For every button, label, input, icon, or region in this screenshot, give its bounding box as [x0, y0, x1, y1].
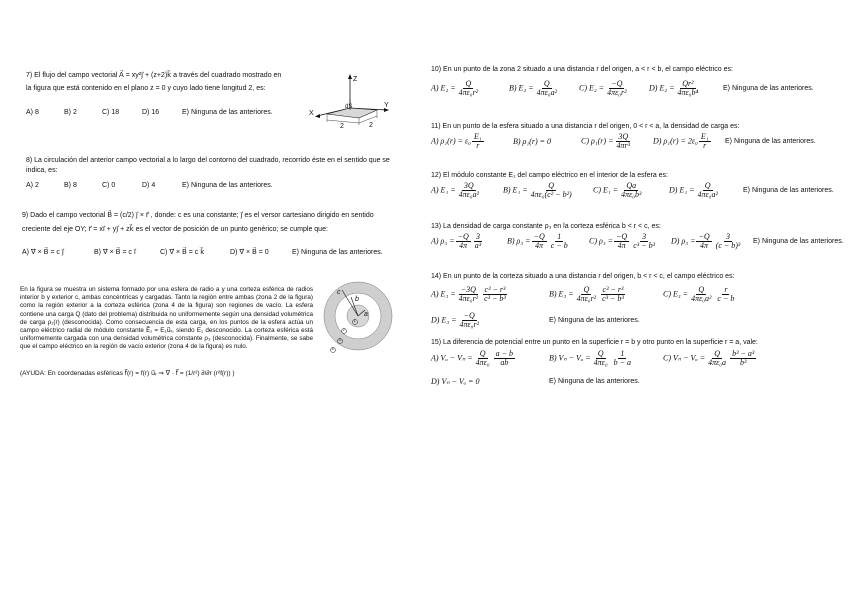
q9-stem-line1: 9) Dado el campo vectorial B⃗ = (c/2) j⃗ × r⃗ , donde: c es una constante; j⃗ es el versor cartesiano dirigido en sentido	[22, 212, 374, 219]
zone-1-label: 1	[353, 318, 356, 323]
problem-statement: En la figura se muestra un sistema formado por una esfera de radio a y una corteza esférica de radios interior b y exterior c, ambas concéntricas y cargadas. Tanto la región entre ambas (zona 2 de la figura) como la región exterior a la corteza esférica (zona 4 de la figura) son regiones de vacío. La esfera contiene una carga Q (dato del problema) distribuida no uniformemente según una densidad volumétrica de carga ρ₁(r) (desconocida). Como consecuencia de esta carga, en los puntos de la esfera actúa un campo eléctrico radial de módulo constante E⃗₁ = E₁u⃗ᵣ, siendo E₁ desconocido. La corteza esférica está uniformemente cargada con una densidad volumétrica constante ρ₃ (desconocida). Finalmente, se sabe que el campo eléctrico en la región de vacío exterior (zona 4 de la figura) es nulo.	[20, 286, 313, 351]
q14-option-a[interactable]: A) E₃ = $\frac{-3Q}{\text{4πε₀r²}}$ $\frac{\text{c³ − r³}}{\text{c³ − b³}}$	[431, 285, 506, 303]
q15-option-a[interactable]: A) Vₐ − Vₙ = $\frac{Q}{\text{4πε₀}}$ $\frac{a - b}{ab}$	[431, 349, 514, 367]
q7-option-c[interactable]: C) 18	[102, 109, 120, 116]
q9-option-e[interactable]: E) Ninguna de las anteriores.	[292, 249, 383, 256]
q15-stem: 15) La diferencia de potencial entre un punto en la superficie r = b y otro punto en la superficie r = a, vale:	[431, 339, 758, 346]
q12-option-b[interactable]: B) E₁ = $\frac{Q}{\text{4πε₀(c² − b²)}}$	[503, 181, 572, 199]
q13-option-c[interactable]: C) ρ₃ = $\frac{-Q}{4\pi}$ $\frac{3}{\text{c³ − b³}}$	[589, 232, 655, 250]
help-note: (AYUDA: En coordenadas esféricas f⃗(r) = f(r) u⃗ᵣ ⇒ ∇⃗ · f⃗ = (1/r²) ∂/∂r (r²f(r)) )	[20, 370, 235, 377]
radius-a-label: a	[364, 311, 368, 318]
q11-stem: 11) En un punto de la esfera situado a una distancia r del origen, 0 < r < a, la densidad de carga es:	[431, 123, 740, 130]
q15-option-e[interactable]: E) Ninguna de las anteriores.	[549, 378, 640, 385]
q14-options-row1	[431, 286, 737, 303]
q10-stem: 10) En un punto de la zona 2 situado a una distancia r del origen, a < r < b, el campo eléctrico es:	[431, 66, 733, 73]
q14-option-b[interactable]: B) E₃ = $\frac{Q}{\text{4πε₀r²}}$ $\frac{\text{c³ − r³}}{\text{c³ − b³}}$	[549, 285, 624, 303]
q7-option-d[interactable]: D) 16	[142, 109, 160, 116]
side-length-label: 2	[369, 122, 373, 129]
q13-option-b[interactable]: B) ρ₃ = $\frac{-Q}{4\pi}$ $\frac{1}{c - b}$	[507, 232, 568, 250]
q14-option-d[interactable]: D) E₃ = $\frac{-Q}{\text{4πε₀r²}}$	[431, 311, 479, 329]
zone-2-label: 2	[342, 327, 345, 332]
q12-option-a[interactable]: A) E₁ = $\frac{3Q}{\text{4πε₀a²}}$	[431, 181, 479, 199]
q11-options	[431, 133, 816, 150]
q7-stem-line1: 7) El flujo del campo vectorial A⃗ = xy²j⃗ + (z+2)k⃗ a través del cuadrado mostrado en	[26, 72, 282, 79]
q12-option-e[interactable]: E) Ninguna de las anteriores.	[743, 187, 834, 194]
q10-option-c[interactable]: C) E₂ = $\frac{-Q}{\text{4πε₀r²}}$	[579, 79, 627, 97]
q13-option-e[interactable]: E) Ninguna de las anteriores.	[753, 238, 844, 245]
q9-option-d[interactable]: D) ∇⃗ × B⃗ = 0	[230, 249, 269, 256]
square-figure	[305, 72, 395, 134]
q13-option-d[interactable]: D) ρ₃ = $\frac{-Q}{4\pi}$ $\frac{3}{\text{(c − b)³}}$	[671, 232, 741, 250]
q9-stem-line2: creciente del eje OY; r⃗ = xi⃗ + yj⃗ + zk⃗ es el vector de posición de un punto genérico; se cumple que:	[22, 226, 328, 233]
q8-stem-line2: indica, es:	[26, 167, 58, 174]
q15-options-row2	[431, 377, 640, 386]
q9-option-b[interactable]: B) ∇⃗ × B⃗ = c i⃗	[94, 249, 136, 256]
q11-option-d[interactable]: D) ρ₁(r) = 2ε₀ $\frac{\text{E₁}}{r}$	[653, 132, 709, 150]
q8-option-a[interactable]: A) 2	[26, 182, 39, 189]
radius-c-label: c	[337, 289, 341, 296]
q7-option-b[interactable]: B) 2	[64, 109, 77, 116]
q7-options	[26, 109, 296, 118]
q10-option-a[interactable]: A) E₂ = $\frac{Q}{\text{4πε₀r²}}$	[431, 79, 479, 97]
q15-option-b[interactable]: B) Vₙ − Vₐ = $\frac{Q}{\text{4πε₀}}$ $\frac{1}{b - a}$	[549, 349, 632, 367]
q12-stem: 12) El módulo constante E₁ del campo eléctrico en el interior de la esfera es:	[431, 172, 668, 179]
q11-option-c[interactable]: C) ρ₁(r) = $\frac{3Q}{\text{4πr³}}$	[581, 132, 630, 150]
q14-options-row2	[431, 312, 640, 329]
y-axis-label: Y	[384, 102, 389, 109]
q8-option-d[interactable]: D) 4	[142, 182, 156, 189]
q8-options	[26, 182, 273, 191]
radius-b-label: b	[355, 296, 359, 303]
q8-option-e[interactable]: E) Ninguna de las anteriores.	[182, 182, 273, 189]
q8-stem-line1: 8) La circulación del anterior campo vectorial a lo largo del contorno del cuadrado, recorrido éste en el sentido que se	[26, 157, 390, 164]
q9-option-a[interactable]: A) ∇⃗ × B⃗ = c j⃗	[22, 249, 64, 256]
q11-option-e[interactable]: E) Ninguna de las anteriores.	[725, 138, 816, 145]
q8-option-b[interactable]: B) 8	[64, 182, 77, 189]
q10-option-b[interactable]: B) E₂ = $\frac{Q}{\text{4πε₀a²}}$	[509, 79, 557, 97]
q15-options-row1	[431, 350, 757, 367]
q7-stem-line2: la figura que está contenido en el plano z = 0 y cuyo lado tiene longitud 2, es:	[26, 85, 266, 92]
sphere-figure	[318, 278, 398, 358]
q10-option-e[interactable]: E) Ninguna de las anteriores.	[723, 85, 814, 92]
q10-option-d[interactable]: D) E₂ = $\frac{\text{Qr²}}{\text{4πε₀b⁴}}$	[649, 79, 699, 97]
q12-option-d[interactable]: D) E₁ = $\frac{Q}{\text{4πε₀a²}}$	[669, 181, 718, 199]
q15-option-c[interactable]: C) Vₙ − Vₐ = $\frac{Q}{\text{4πε₀a}}$ $\frac{\text{b³ − a³}}{\text{b³}}$	[663, 349, 755, 367]
q13-stem: 13) La densidad de carga constante ρ₃ en la corteza esférica b < r < c, es:	[431, 223, 661, 230]
q10-options	[431, 80, 814, 97]
q12-options	[431, 182, 834, 199]
side-length-label: 2	[340, 123, 344, 130]
q13-option-a[interactable]: A) ρ₃ = $\frac{-Q}{4\pi}$ $\frac{3}{\text{a³}}$	[431, 232, 482, 250]
q15-option-d[interactable]: D) Vₙ − Vₐ = 0	[431, 377, 480, 386]
z-axis-label: Z	[353, 76, 358, 83]
q12-option-c[interactable]: C) E₁ = $\frac{Qa}{\text{4πε₀b³}}$	[593, 181, 642, 199]
q9-options	[22, 249, 383, 258]
ds-label: dS	[345, 104, 353, 110]
zone-4-label: 4	[331, 346, 334, 351]
q14-option-c[interactable]: C) E₃ = $\frac{Q}{\text{4πε₀a²}}$ $\frac{r}{c - b}$	[663, 285, 735, 303]
q14-stem: 14) En un punto de la corteza situado a una distancia r del origen, b < r < c, el campo eléctrico es:	[431, 273, 735, 280]
q11-option-a[interactable]: A) ρ₁(r) = ε₀ $\frac{\text{E₁}}{r}$	[431, 132, 482, 150]
q7-option-a[interactable]: A) 8	[26, 109, 39, 116]
q14-option-e[interactable]: E) Ninguna de las anteriores.	[549, 317, 640, 324]
q13-options	[431, 233, 844, 250]
q7-option-e[interactable]: E) Ninguna de las anteriores.	[182, 109, 273, 116]
q8-option-c[interactable]: C) 0	[102, 182, 116, 189]
q11-option-b[interactable]: B) ρ₁(r) = 0	[513, 137, 552, 146]
q9-option-c[interactable]: C) ∇⃗ × B⃗ = c k⃗	[160, 249, 205, 256]
zone-3-label: 3	[338, 337, 341, 342]
x-axis-label: X	[309, 110, 314, 117]
